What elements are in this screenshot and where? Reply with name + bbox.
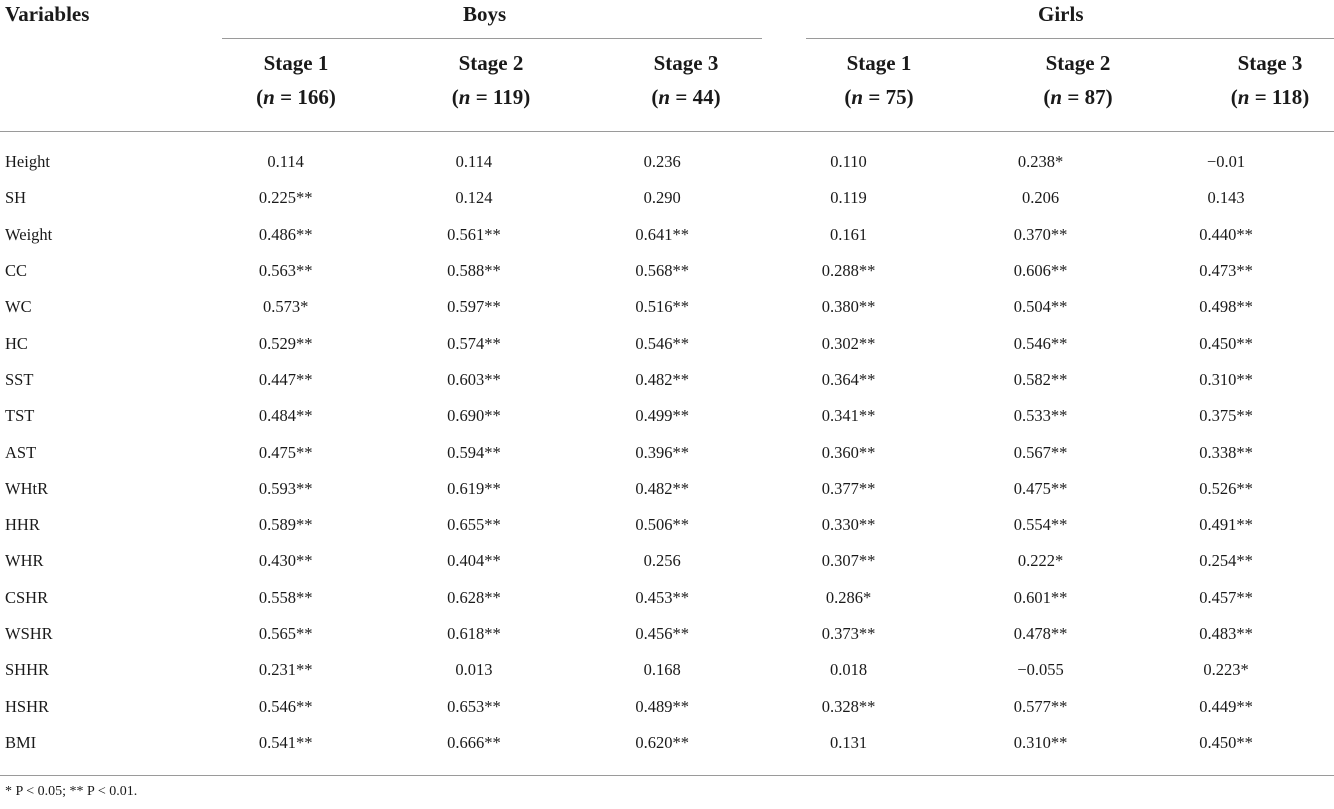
table-row xyxy=(0,325,1334,361)
variable-name: WSHR xyxy=(5,624,53,643)
correlation-value: 0.620** xyxy=(635,732,689,752)
correlation-value: 0.475** xyxy=(258,442,313,462)
correlation-value: 0.597** xyxy=(447,297,501,317)
table-row xyxy=(0,362,1334,398)
correlation-value: 0.168 xyxy=(643,660,681,680)
stage-header xyxy=(206,46,386,114)
correlation-value: 0.475** xyxy=(1013,478,1068,498)
boys-group-rule xyxy=(222,38,762,39)
correlation-value: 0.131 xyxy=(829,732,868,752)
variable-name: WHR xyxy=(5,551,44,571)
correlation-value: 0.310** xyxy=(1199,369,1253,389)
variable-name: CSHR xyxy=(5,587,49,607)
table-row xyxy=(0,217,1334,253)
variable-name: TST xyxy=(5,406,35,426)
table-row xyxy=(0,725,1334,761)
correlation-value: 0.364** xyxy=(821,369,876,389)
correlation-value: 0.478** xyxy=(1013,624,1068,643)
correlation-value: 0.450** xyxy=(1199,732,1253,752)
correlation-value: 0.143 xyxy=(1207,188,1245,208)
correlation-value: 0.554** xyxy=(1013,515,1068,535)
correlation-value: 0.330** xyxy=(821,515,876,535)
correlation-value: 0.453** xyxy=(635,587,689,607)
correlation-value: 0.225** xyxy=(258,188,313,208)
correlation-value: 0.516** xyxy=(635,297,689,317)
correlation-value: 0.482** xyxy=(635,369,689,389)
variable-name: HC xyxy=(5,333,28,353)
table-row xyxy=(0,398,1334,434)
stage-sample-size: (n = 75) xyxy=(844,85,914,109)
correlation-value: 0.666** xyxy=(447,732,501,752)
correlation-value: 0.653** xyxy=(447,696,501,716)
correlation-value: 0.450** xyxy=(1199,333,1253,353)
correlation-value: 0.690** xyxy=(447,406,501,426)
correlation-value: −0.01 xyxy=(1206,152,1246,172)
correlation-value: 0.628** xyxy=(447,587,501,607)
table-row xyxy=(0,688,1334,724)
correlation-value: 0.456** xyxy=(635,624,689,643)
correlation-value: 0.619** xyxy=(447,478,501,498)
correlation-value: 0.256 xyxy=(643,551,681,571)
girls-group-rule xyxy=(806,38,1334,39)
variable-name: WC xyxy=(5,297,32,317)
variable-name: HHR xyxy=(5,515,40,535)
stage-header xyxy=(1180,46,1334,114)
correlation-value: 0.504** xyxy=(1013,297,1068,317)
correlation-value: 0.546** xyxy=(635,333,689,353)
table-row xyxy=(0,616,1334,652)
correlation-value: 0.473** xyxy=(1199,261,1253,281)
correlation-value: 0.582** xyxy=(1013,369,1068,389)
stage-label: Stage 3 xyxy=(1237,51,1303,75)
correlation-value: 0.360** xyxy=(821,442,876,462)
correlation-value: 0.380** xyxy=(821,297,876,317)
boys-group-header: Boys xyxy=(463,2,507,26)
correlation-value: 0.254** xyxy=(1199,551,1253,571)
table-row xyxy=(0,543,1334,579)
correlation-value: 0.601** xyxy=(1013,587,1068,607)
stage-sample-size: (n = 87) xyxy=(1043,85,1113,109)
correlation-value: 0.498** xyxy=(1199,297,1253,317)
correlation-value: 0.206 xyxy=(1022,188,1060,208)
correlation-value: 0.404** xyxy=(447,551,501,571)
correlation-value: 0.310** xyxy=(1013,732,1068,752)
table-row xyxy=(0,289,1334,325)
correlation-value: 0.655** xyxy=(447,515,501,535)
correlation-value: 0.018 xyxy=(829,660,868,680)
variable-name: Height xyxy=(5,152,50,172)
stage-header xyxy=(596,46,776,114)
variable-name: SH xyxy=(5,188,27,208)
correlation-value: 0.563** xyxy=(258,261,313,281)
stage-sample-size: (n = 119) xyxy=(451,85,531,109)
correlation-value: 0.526** xyxy=(1199,478,1253,498)
correlation-value: 0.341** xyxy=(821,406,876,426)
correlation-value: 0.430** xyxy=(258,551,313,571)
correlation-value: 0.593** xyxy=(258,478,313,498)
correlation-value: 0.589** xyxy=(258,515,313,535)
correlation-value: 0.506** xyxy=(635,515,689,535)
correlation-value: 0.231** xyxy=(258,660,313,680)
correlation-value: 0.124 xyxy=(455,188,493,208)
correlation-value: 0.561** xyxy=(447,224,501,244)
correlation-value: 0.302** xyxy=(821,333,876,353)
table-row xyxy=(0,180,1334,216)
stage-header xyxy=(988,46,1168,114)
stage-label: Stage 1 xyxy=(263,51,329,75)
correlation-value: 0.377** xyxy=(821,478,876,498)
correlation-value: 0.307** xyxy=(821,551,876,571)
correlation-value: 0.396** xyxy=(635,442,689,462)
correlation-value: 0.457** xyxy=(1199,587,1253,607)
correlation-value: 0.603** xyxy=(447,369,501,389)
correlation-value: 0.288** xyxy=(821,261,876,281)
variable-name: CC xyxy=(5,261,28,281)
correlation-value: 0.110 xyxy=(830,152,867,172)
variable-name: HSHR xyxy=(5,696,50,716)
correlation-value: 0.641** xyxy=(635,224,689,244)
correlation-value: 0.338** xyxy=(1199,442,1253,462)
correlation-value: 0.114 xyxy=(455,152,493,172)
correlation-value: 0.290 xyxy=(643,188,681,208)
variable-name: WHtR xyxy=(5,478,49,498)
variable-name: SST xyxy=(5,369,34,389)
correlation-value: 0.114 xyxy=(267,152,304,172)
table-row xyxy=(0,471,1334,507)
table-row xyxy=(0,253,1334,289)
correlation-value: 0.013 xyxy=(455,660,493,680)
correlation-value: 0.483** xyxy=(1199,624,1253,643)
correlation-value: 0.558** xyxy=(258,587,313,607)
correlation-value: 0.236 xyxy=(643,152,681,172)
correlation-value: 0.567** xyxy=(1013,442,1068,462)
correlation-value: 0.449** xyxy=(1199,696,1253,716)
stage-label: Stage 2 xyxy=(1045,51,1111,75)
correlation-value: 0.529** xyxy=(258,333,313,353)
correlation-value: 0.373** xyxy=(821,624,876,643)
variable-name: SHHR xyxy=(5,660,50,680)
correlation-value: 0.286* xyxy=(825,587,872,607)
table-row xyxy=(0,144,1334,180)
stage-header xyxy=(789,46,969,114)
correlation-value: 0.573* xyxy=(262,297,309,317)
table-row xyxy=(0,580,1334,616)
correlation-value: 0.491** xyxy=(1199,515,1253,535)
stage-header xyxy=(401,46,581,114)
correlation-value: 0.484** xyxy=(258,406,313,426)
correlation-value: 0.546** xyxy=(1013,333,1068,353)
stage-sample-size: (n = 118) xyxy=(1230,85,1310,109)
correlation-value: 0.606** xyxy=(1013,261,1068,281)
correlation-value: 0.482** xyxy=(635,478,689,498)
correlation-value: 0.618** xyxy=(447,624,501,643)
significance-footnote: * P < 0.05; ** P < 0.01. xyxy=(5,784,138,799)
stage-label: Stage 2 xyxy=(458,51,524,75)
correlation-value: 0.486** xyxy=(258,224,313,244)
correlation-value: 0.541** xyxy=(258,732,313,752)
correlation-value: 0.533** xyxy=(1013,406,1068,426)
correlation-value: 0.238* xyxy=(1017,152,1064,172)
correlation-value: 0.546** xyxy=(258,696,313,716)
correlation-value: 0.375** xyxy=(1199,406,1253,426)
table-bottom-rule xyxy=(0,775,1334,776)
correlation-value: 0.588** xyxy=(447,261,501,281)
stage-label: Stage 3 xyxy=(653,51,719,75)
correlation-value: 0.223* xyxy=(1203,660,1249,680)
correlation-value: 0.222* xyxy=(1017,551,1064,571)
correlation-value: 0.119 xyxy=(830,188,867,208)
correlation-value: 0.577** xyxy=(1013,696,1068,716)
girls-group-header: Girls xyxy=(1038,2,1084,26)
correlation-table xyxy=(0,144,1334,761)
variable-name: AST xyxy=(5,442,37,462)
correlation-value: 0.328** xyxy=(821,696,876,716)
correlation-value: 0.594** xyxy=(447,442,501,462)
variable-name: Weight xyxy=(5,224,53,244)
stage-label: Stage 1 xyxy=(846,51,912,75)
correlation-value: 0.489** xyxy=(635,696,689,716)
correlation-value: 0.565** xyxy=(258,624,313,643)
table-row xyxy=(0,652,1334,688)
correlation-value: 0.440** xyxy=(1199,224,1253,244)
variable-name: BMI xyxy=(5,732,37,752)
stage-sample-size: (n = 44) xyxy=(651,85,721,109)
correlation-value: 0.161 xyxy=(829,224,868,244)
header-bottom-rule xyxy=(0,131,1334,132)
correlation-value: −0.055 xyxy=(1017,660,1064,680)
correlation-value: 0.447** xyxy=(258,369,313,389)
table-row xyxy=(0,507,1334,543)
table-row xyxy=(0,434,1334,470)
correlation-value: 0.574** xyxy=(447,333,501,353)
variables-header: Variables xyxy=(5,2,90,26)
correlation-value: 0.370** xyxy=(1013,224,1068,244)
stage-sample-size: (n = 166) xyxy=(256,85,336,109)
correlation-value: 0.568** xyxy=(635,261,689,281)
correlation-value: 0.499** xyxy=(635,406,689,426)
